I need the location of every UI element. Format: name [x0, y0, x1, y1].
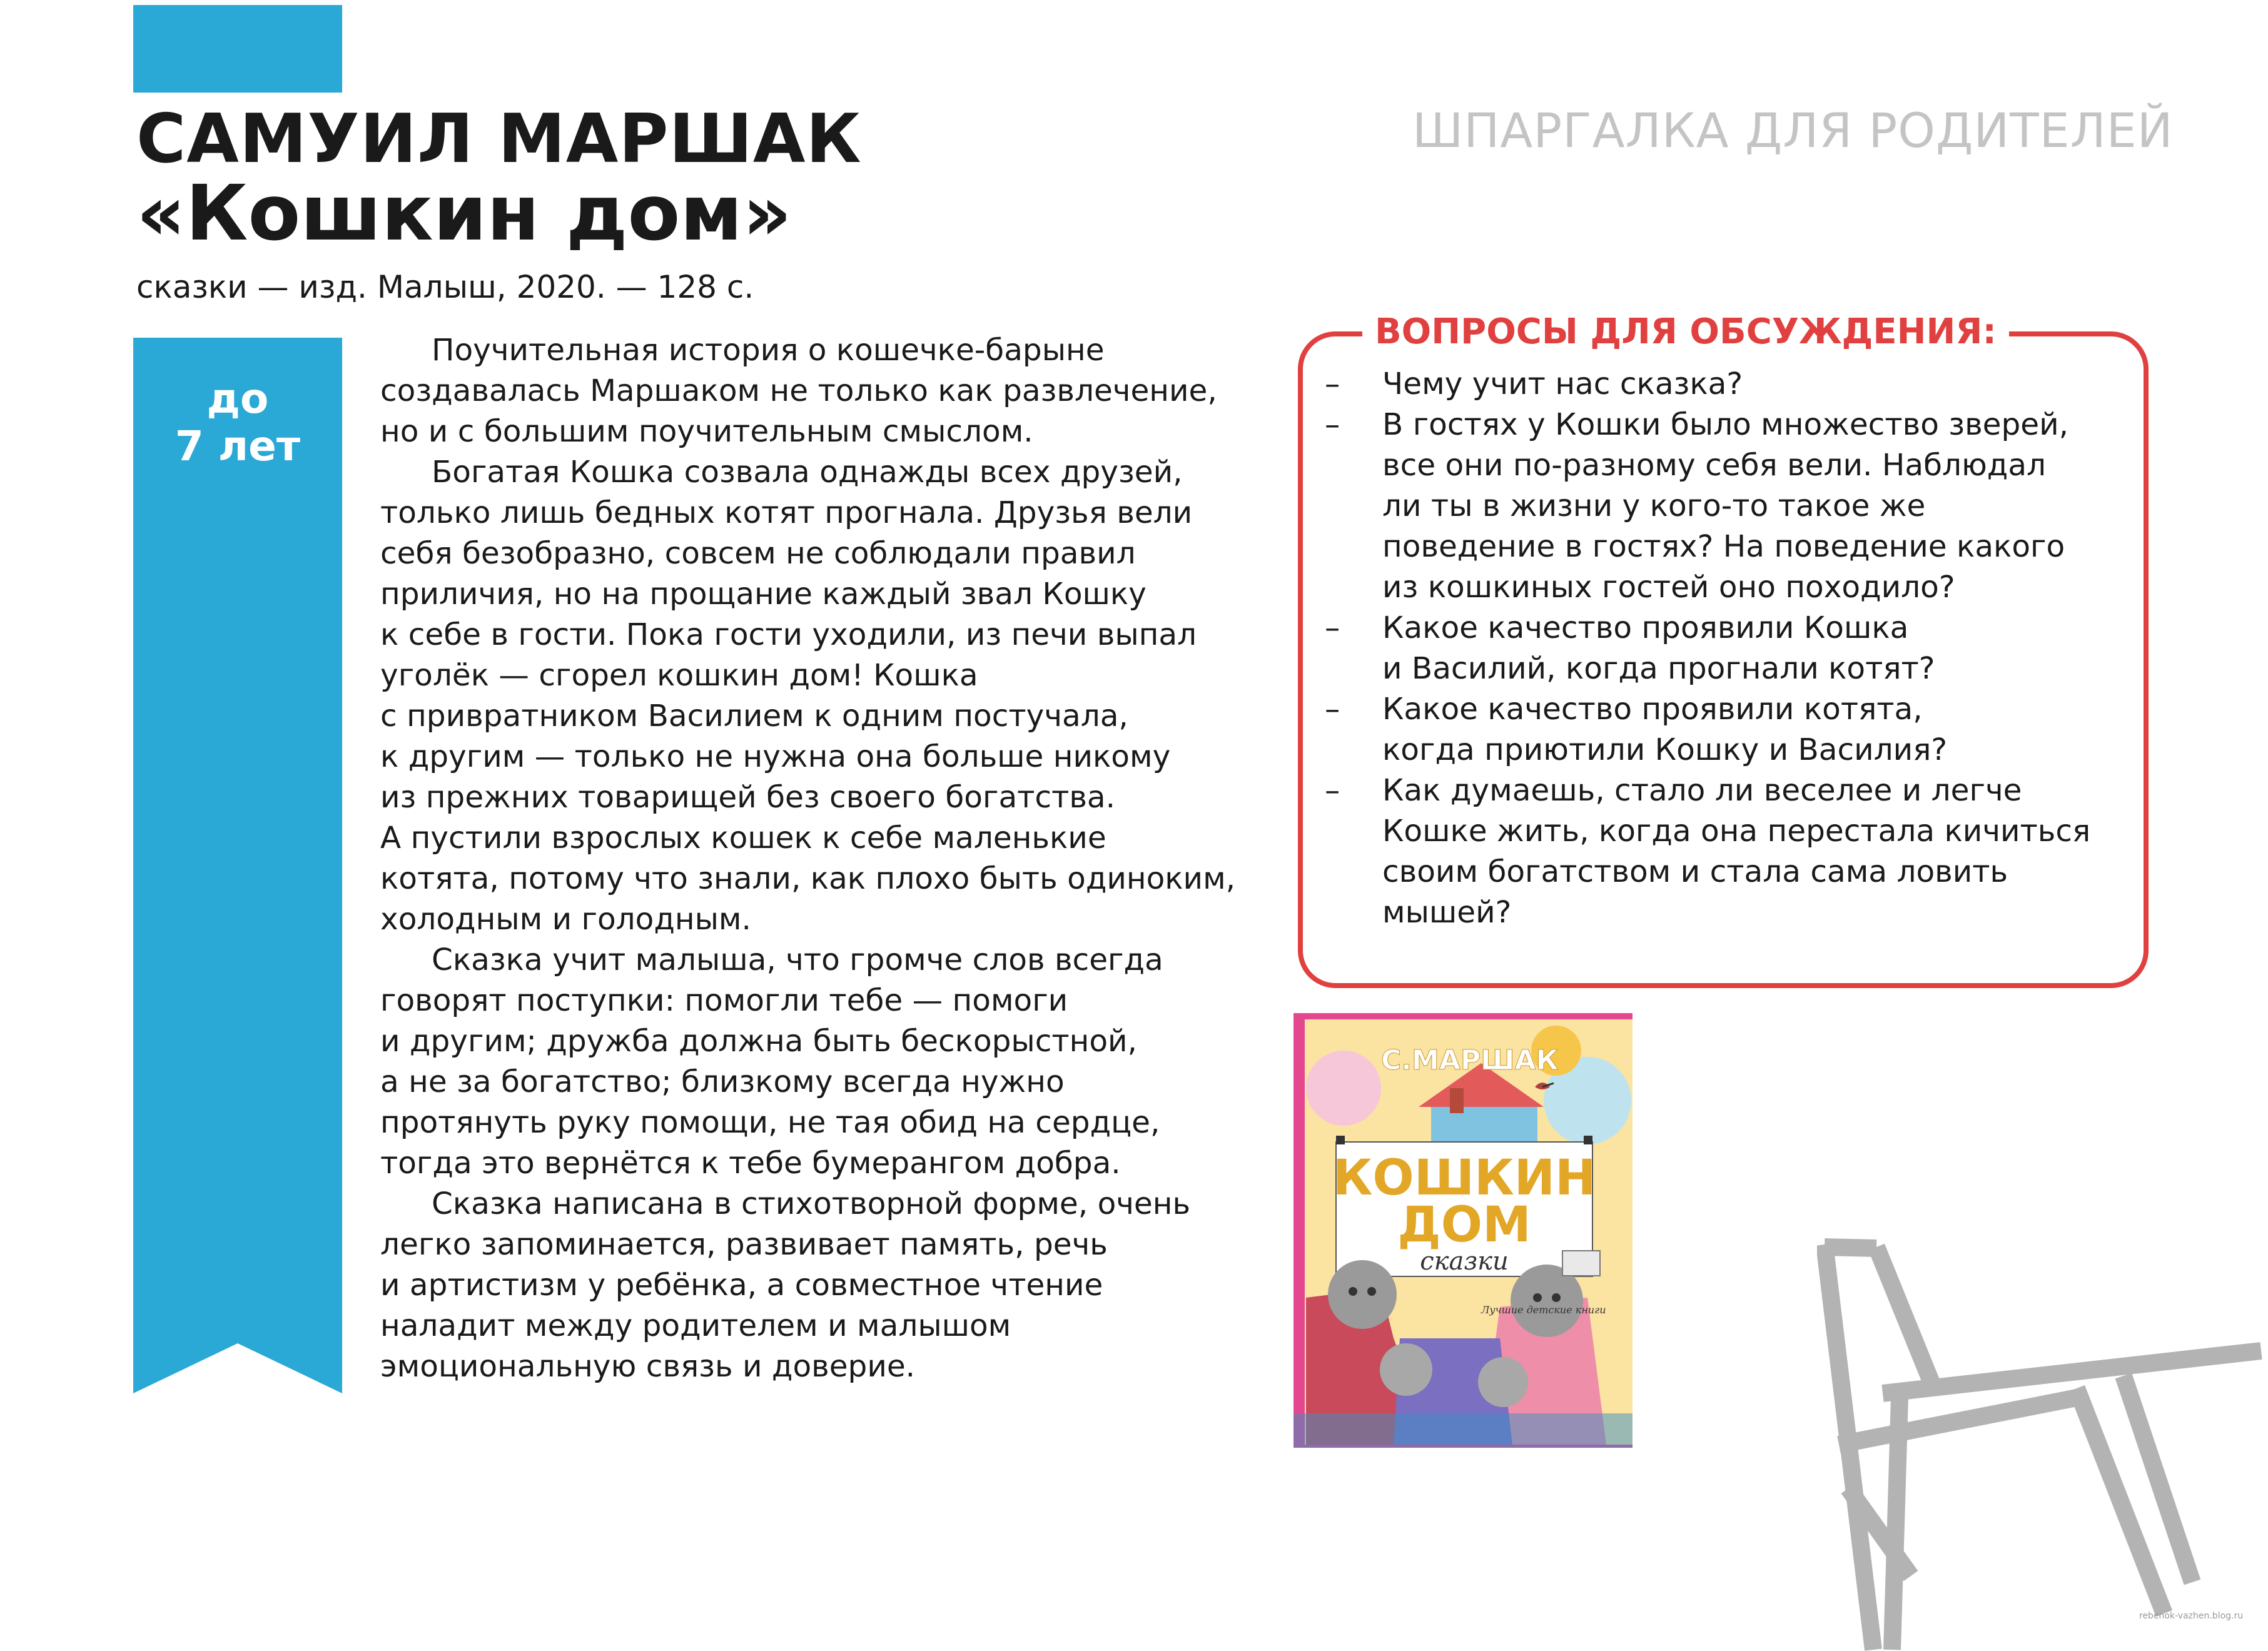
dash-bullet: – [1325, 407, 1340, 442]
description-line: себя безобразно, совсем не соблюдали правил [380, 536, 1136, 571]
description-line: приличия, но на прощание каждый звал Кошку [380, 577, 1147, 612]
description-line: а не за богатство; близкому всегда нужно [380, 1064, 1065, 1099]
age-badge [133, 375, 342, 470]
description-line: Поучительная история о кошечке-барыне [432, 333, 1105, 368]
description-line: и артистизм у ребёнка, а совместное чтение [380, 1268, 1103, 1303]
cover-genre: сказки [1420, 1247, 1509, 1276]
question-item [1325, 405, 2138, 608]
description-line: Богатая Кошка созвала однажды всех друзей, [432, 455, 1183, 490]
question-line: ли ты в жизни у кого-то такое же [1382, 488, 1926, 523]
description-text [380, 330, 1287, 1387]
author-name: САМУИЛ МАРШАК [136, 100, 862, 178]
cover-title-2: ДОМ [1397, 1197, 1531, 1253]
age-line-2: 7 лет [175, 422, 301, 470]
cover-series: Лучшие детские книги [1481, 1304, 1606, 1316]
description-line: но и с большим поучительным смыслом. [380, 414, 1033, 449]
description-line: только лишь бедных котят прогнала. Друзья вели [380, 495, 1193, 530]
header-label: ШПАРГАЛКА ДЛЯ РОДИТЕЛЕЙ [1412, 103, 2174, 158]
questions-list [1325, 364, 2138, 933]
question-line: Кошке жить, когда она перестала кичиться [1382, 814, 2091, 849]
question-item [1325, 689, 2138, 770]
cover-author: С.МАРШАК [1381, 1044, 1559, 1076]
chair-icon [1817, 1226, 2267, 1651]
description-line: А пустили взрослых кошек к себе маленькие [380, 820, 1106, 856]
description-line: котята, потому что знали, как плохо быть одиноким, [380, 861, 1236, 896]
description-line: и другим; дружба должна быть бескорыстной, [380, 1024, 1137, 1059]
question-line: все они по-разному себя вели. Наблюдал [1382, 448, 2047, 483]
description-line: эмоциональную связь и доверие. [380, 1349, 916, 1384]
description-line: к другим — только не нужна она больше никому [380, 739, 1171, 774]
description-line: холодным и голодным. [380, 902, 751, 937]
age-ribbon [133, 338, 342, 1393]
watermark: rebenok-vazhen.blog.ru [2139, 1611, 2244, 1621]
description-line: создавалась Маршаком не только как развлечение, [380, 373, 1217, 408]
book-title: «Кошкин дом» [136, 169, 792, 258]
question-line: Как думаешь, стало ли веселее и легче [1382, 773, 2022, 808]
top-accent-square [133, 5, 342, 93]
question-line: и Василий, когда прогнали котят? [1382, 651, 1935, 686]
question-line: Какое качество проявили котята, [1382, 692, 1923, 727]
description-line: говорят поступки: помогли тебе — помоги [380, 983, 1068, 1018]
description-line: Сказка учит малыша, что громче слов всегда [432, 942, 1163, 977]
book-cover-image [1293, 1013, 1633, 1448]
question-line: Чему учит нас сказка? [1382, 366, 1743, 401]
dash-bullet: – [1325, 366, 1340, 401]
dash-bullet: – [1325, 692, 1340, 727]
book-subtitle: сказки — изд. Малыш, 2020. — 128 с. [136, 269, 754, 305]
description-line: из прежних товарищей без своего богатства. [380, 780, 1116, 815]
age-line-1: до [206, 375, 269, 423]
description-line: тогда это вернётся к тебе бумерангом добра. [380, 1146, 1121, 1181]
dash-bullet: – [1325, 610, 1340, 645]
question-line: из кошкиных гостей оно походило? [1382, 570, 1955, 605]
question-item [1325, 608, 2138, 689]
description-line: с привратником Василием к одним постучала, [380, 699, 1128, 734]
question-item [1325, 364, 2138, 405]
description-line: к себе в гости. Пока гости уходили, из печи выпал [380, 617, 1197, 652]
question-line: когда приютили Кошку и Василия? [1382, 732, 1948, 767]
description-line: Сказка написана в стихотворной форме, очень [432, 1186, 1191, 1221]
questions-title: ВОПРОСЫ ДЛЯ ОБСУЖДЕНИЯ: [1362, 311, 2009, 352]
description-line: наладит между родителем и малышом [380, 1308, 1011, 1343]
dash-bullet: – [1325, 773, 1340, 808]
question-line: Какое качество проявили Кошка [1382, 610, 1909, 645]
question-line: В гостях у Кошки было множество зверей, [1382, 407, 2069, 442]
cover-title-1: КОШКИН [1332, 1150, 1596, 1206]
question-item [1325, 770, 2138, 933]
question-line: своим богатством и стала сама ловить [1382, 854, 2008, 889]
question-line: поведение в гостях? На поведение какого [1382, 529, 2065, 564]
description-line: протянуть руку помощи, не тая обид на сердце, [380, 1105, 1160, 1140]
question-line: мышей? [1382, 895, 1512, 930]
description-line: легко запоминается, развивает память, речь [380, 1227, 1108, 1262]
description-line: уголёк — сгорел кошкин дом! Кошка [380, 658, 978, 693]
